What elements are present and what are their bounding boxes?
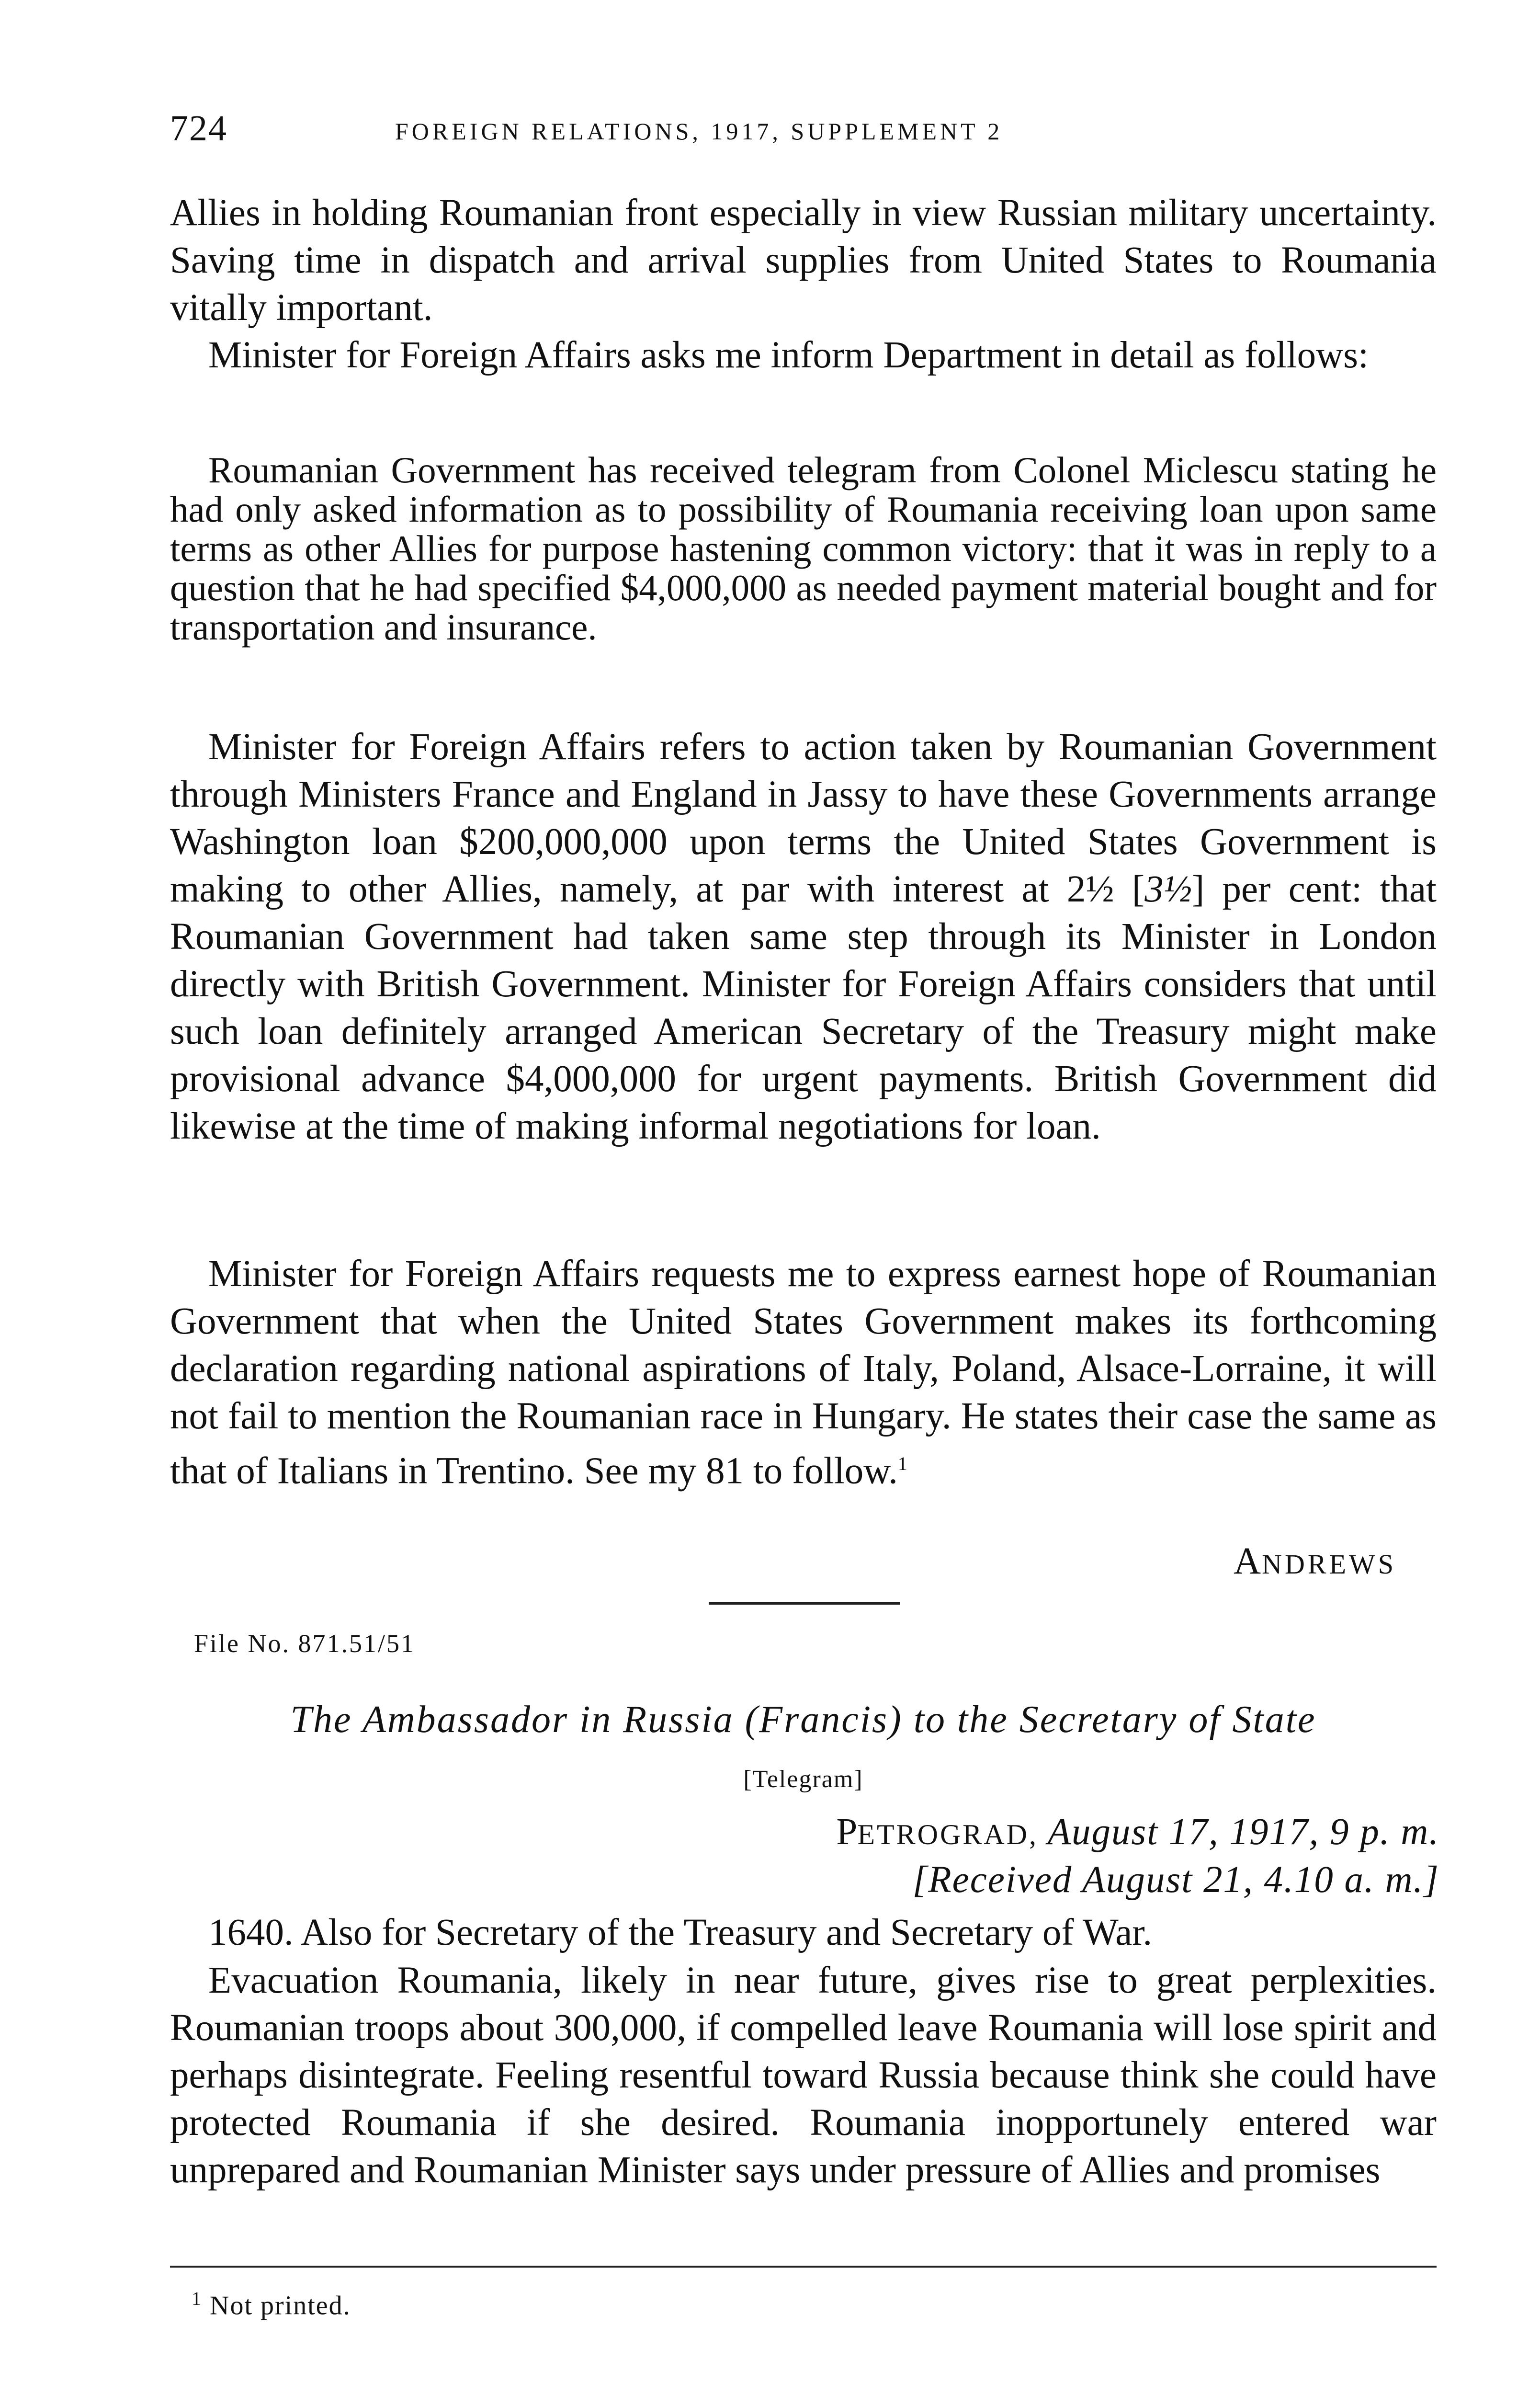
loan-text-part1: Minister for Foreign Affairs refers to action taken by Roumanian Government through Ministers France and England in Jassy to have these Governments arrange Washington loan $200,000,000 upon terms the United States Government is making to other Allies, namely, at par with interest at 2½ [ [170,726,1437,910]
signature-rest: NDREWS [1262,1549,1396,1580]
paragraph-1640: 1640. Also for Secretary of the Treasury and Secretary of War. [208,1912,1153,1953]
interest-fraction: 3½ [1144,868,1192,910]
paragraph-minister-asks: Minister for Foreign Affairs asks me inform Department in detail as follows: [208,334,1369,376]
footnote-mark: 1 [192,2288,202,2309]
footnote-reference: 1 [897,1453,907,1474]
paragraph-loan-request [170,723,1437,1150]
page-number: 724 [170,108,227,148]
dateline [836,1811,1439,1854]
running-title: FOREIGN RELATIONS, 1917, SUPPLEMENT 2 [395,118,1003,145]
telegram-label: [Telegram] [743,1766,863,1793]
aspirations-text: Minister for Foreign Affairs requests me to express earnest hope of Roumanian Government that when the United States Government makes its forthcoming declaration regarding national aspirations of Italy, Poland, Alsace-Lorraine, it will not fail to mention the Roumanian race in Hungary. He states their case the same as that of Italians in Trentino. See my 81 to follow. [170,1253,1437,1492]
paragraph-national-aspirations [170,1250,1437,1494]
signature-andrews [1234,1540,1396,1583]
paragraph-evacuation: Evacuation Roumania, likely in near future, gives rise to great perplexities. Roumanian troops about 300,000, if compelled leave Roumania will lose spirit and perhaps disintegrate. Feeling resentful toward Russia because think she could have protected Roumania if she desired. Roumania inopportunely entered war unprepared and Roumanian Minister says under pressure of Allies and promises [170,1960,1437,2191]
signature-initial: A [1234,1540,1262,1582]
received-line: [Received August 21, 4.10 a. m.] [912,1859,1439,1901]
dateline-date: August 17, 1917, 9 p. m. [1047,1811,1439,1853]
loan-text-part2: ] per cent: that Roumanian Government had taken same step through its Minister in London directly with British Government. Minister for Foreign Affairs considers that until such loan definitely arranged American Secretary of the Treasury might make provisional advance $4,000,000 for urgent payments. British Government did likewise at the time of making informal negotiations for loan. [170,868,1437,1147]
document-heading: The Ambassador in Russia (Francis) to the Secretary of State [290,1699,1316,1741]
paragraph-miclescu-telegram: Roumanian Government has received telegram from Colonel Miclescu stating he had only asked information as to possibility of Roumania receiving loan upon same terms as other Allies for purpose hastening common victory: that it was in reply to a question that he had specified $4,000,000 as needed payment material bought and for transportation and insurance. [170,449,1437,648]
dateline-place-initial: P [836,1811,858,1853]
footnote-rule [170,2266,1437,2268]
file-number: File No. 871.51/51 [194,1629,416,1658]
footnote [192,2287,351,2321]
paragraph-continuation: Allies in holding Roumanian front especially in view Russian military uncertainty. Saving time in dispatch and arrival supplies from United States to Roumania vitally important. [170,192,1437,329]
page-header [170,103,1437,160]
dateline-place-rest: ETROGRAD, [857,1819,1038,1850]
separator-rule [709,1602,900,1605]
footnote-text: Not printed. [210,2291,351,2321]
